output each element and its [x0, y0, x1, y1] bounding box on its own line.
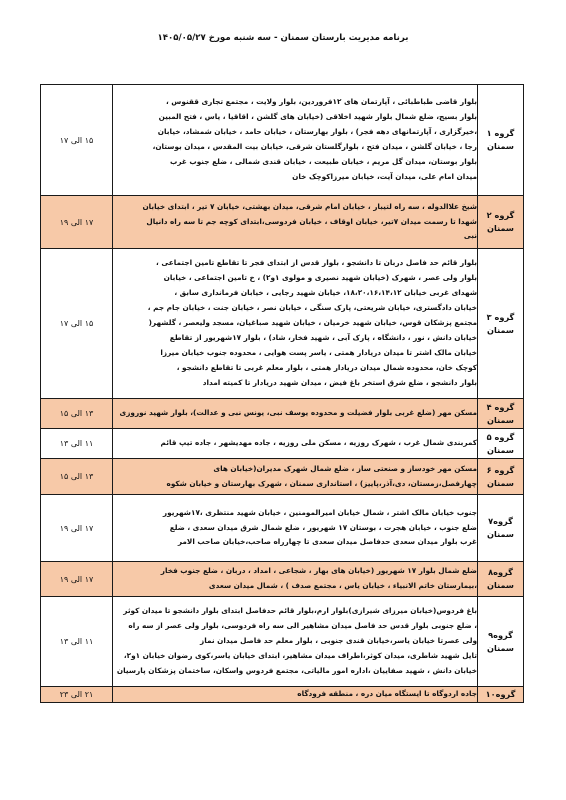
time-cell: ۱۷ الی ۱۹ — [41, 562, 113, 597]
group-name: گروه ۴ — [486, 401, 515, 412]
group-name: گروه۸ — [488, 567, 513, 577]
area-cell — [113, 429, 478, 459]
area-line: بلوار بسیج، ضلع شمال بلوار شهید اخلاقی (خیابان های گلشن ، اقاقیا ، یاس ، فتح المبین — [158, 112, 477, 122]
time-cell: ۱۳ الی ۱۵ — [41, 459, 113, 495]
area-cell — [113, 196, 478, 249]
area-line: ،بیمارستان خاتم الانبیاء ، خیابان یاس ، مجتمع صدف ) ، شمال میدان سعدی — [208, 581, 477, 590]
area-line: شهدای غربی خیابان ۱۸،۲۰،۱۶،۱۴،۱۲، خیابان شهید رجایی ، خیابان فرمانداری سابق ، — [174, 288, 477, 298]
schedule-table — [40, 84, 524, 703]
group-name: گروه ۳ — [486, 311, 515, 322]
area-line: نبی — [463, 231, 477, 241]
group-cell — [478, 399, 524, 429]
table-row — [41, 597, 524, 687]
table-row — [41, 562, 524, 597]
area-line: شیخ علاالدوله ، سه راه لتیبار ، خیابان امام شرقی، میدان بهشتی، خیابان ۷ تیر ، ابتدای خیابان — [142, 201, 477, 211]
area-line: کوچک خان، محدوده شمال میدان دریادار همتی ، بلوار معلم غربی تا تقاطع دانشجو ، — [176, 362, 477, 372]
area-cell — [113, 495, 478, 562]
area-line: ، ضلع جنوبی بلوار قدس حد فاصل میدان مشاهیر الی سه راه فردوسی، بلوار ولی عصر از سه راه — [128, 621, 477, 631]
group-cell — [478, 429, 524, 459]
group-city: سمنان — [487, 642, 514, 653]
group-cell — [478, 249, 524, 399]
group-name: گروه ۶ — [486, 464, 515, 475]
group-name: گروه۹ — [488, 629, 513, 640]
time-cell: ۱۷ الی ۱۹ — [41, 495, 113, 562]
area-line: بلوار قاضی طباطبائی ، آپارتمان های ۱۲فروردین، بلوار ولایت ، مجتمع تجاری ققنوس ، — [165, 97, 477, 107]
group-city: سمنان — [487, 477, 514, 488]
group-name: گروه ۱ — [486, 128, 515, 138]
group-city: سمنان — [487, 529, 514, 539]
area-line: بلوار قائم حد فاصل دربان تا دانشجو ، بلوار قدس از ابتدای فجر تا تقاطع تامین اجتماعی ، — [156, 258, 477, 268]
group-name: گروه۱۰ — [485, 689, 516, 699]
area-line: بلوار ولی عصر ، شهرک (خیابان شهید نصیری و مولوی ۱و۲) ، خ تامین اجتماعی ، خیابان — [163, 273, 477, 283]
schedule-rows — [41, 85, 524, 703]
group-city: سمنان — [487, 414, 514, 425]
area-line: شهدا تا رسمت میدان ۷تیر، خیابان اوقاف ، خیابان فردوسی،ابتدای کوچه جم تا سه راه دانیال — [146, 216, 477, 226]
table-row — [41, 399, 524, 429]
group-city: سمنان — [487, 444, 514, 455]
group-name: گروه ۲ — [486, 210, 515, 220]
group-city: سمنان — [487, 580, 514, 590]
area-line: جنوب خیابان مالک اشتر ، شمال خیابان امیرالمومنین ، خیابان شهید منتظری ،۱۷شهریور — [162, 507, 477, 517]
area-line: بلوار دانشجو ، ضلع شرق استخر باغ فیض ، میدان شهید دریادار تا کمیته امداد — [202, 377, 477, 387]
time-cell: ۱۳ الی ۱۵ — [41, 399, 113, 429]
area-line: مسکن مهر (ضلع غربی بلوار فضیلت و محدوده یوسف نبی، یونس نبی و عدالت)، بلوار شهید نوروزی — [119, 408, 477, 418]
time-cell: ۲۱ الی ۲۳ — [41, 687, 113, 703]
table-row — [41, 495, 524, 562]
group-name: گروه۷ — [488, 516, 513, 526]
area-line: مجتمع پزشکان قوس، خیابان شهید خرمیان ، خیابان شهید صباغیان، مسجد ولیعصر ، گلشهر( — [148, 318, 477, 328]
area-line: تایل شهید شاطری، میدان کوثر،اطراف میدان مشاهیر، ابتدای خیابان یاسر،کوی رضوان خیابان ۱و۲، — [123, 650, 477, 660]
area-line: ضلع جنوب ، خیابان هجرت ، بوستان ۱۷ شهریور ، ضلع شمال شرق میدان سعدی ، ضلع — [169, 522, 477, 532]
group-name: گروه ۵ — [486, 431, 515, 442]
area-cell — [113, 459, 478, 495]
time-cell: ۱۵ الی ۱۷ — [41, 249, 113, 399]
group-cell — [478, 459, 524, 495]
area-line: خیابان دانش ، نور ، دانشگاه ، پارک آبی ، شهید فخار، شاد) ، بلوار ۱۷شهریور از تقاطع — [169, 332, 477, 342]
area-line: غرب بلوار میدان سعدی حدفاصل میدان سعدی تا چهارراه صاحب،خیابان صاحب الامر — [177, 537, 477, 547]
group-cell — [478, 687, 524, 703]
area-cell — [113, 249, 478, 399]
table-row — [41, 429, 524, 459]
time-cell: ۱۵ الی ۱۷ — [41, 85, 113, 196]
table-row — [41, 196, 524, 249]
area-line: خیابان دانش ، شهید صفاییان ،اداره امور مالیاتی، مجتمع فردوس واسکان، ساختمان پزشکان پارسیان — [116, 665, 477, 675]
area-line: خیابان مالک اشتر تا میدان دریادار همتی ، یاسر پست هوایی ، محدوده جنوب خیابان میرزا — [160, 347, 477, 357]
area-line: رجا ، خیابان گلشن ، میدان فتح ، بلوارگلستان شرقی، خیابان بیت المقدس ، میدان بوستان، — [152, 142, 477, 151]
time-cell: ۱۷ الی ۱۹ — [41, 196, 113, 249]
page-title: برنامه مدیریت بارستان سمنان - سه شنبه مورخ ۱۴۰۵/۰۵/۲۷ — [157, 33, 409, 43]
group-cell — [478, 597, 524, 687]
area-line: ،خیرگزاری ، آپارتمانهای دهه فجر) ، بلوار بهارستان ، خیابان حامد ، خیابان شمشاد، خیابان — [157, 127, 477, 137]
area-line: میدان امام علی، میدان آیت، خیابان میرزاکوچک خان — [292, 171, 477, 181]
group-city: سمنان — [487, 141, 514, 151]
area-line: جاده اردوگاه تا ایستگاه میان دره ، منطقه فرودگاه — [297, 689, 477, 699]
area-line: بلوار بوستان، میدان گل مریم ، خیابان طبیعت ، خیابان قندی شمالی ، ضلع جنوب غرب — [170, 156, 477, 166]
table-row — [41, 85, 524, 196]
table-row — [41, 687, 524, 703]
group-cell — [478, 495, 524, 562]
area-line: خیابان دادگستری، خیابان شریعتی، پارک سنگی ، خیابان نصر ، خیابان جنت ، خیابان جام جم ، — [147, 303, 477, 313]
time-cell: ۱۱ الی ۱۳ — [41, 429, 113, 459]
group-cell — [478, 562, 524, 597]
area-line: ضلع شمال بلوار ۱۷ شهریور (خیابان های بهار ، شجاعی ، امداد ، دربان ، ضلع جنوب فخار — [160, 566, 477, 576]
area-cell — [113, 562, 478, 597]
group-city: سمنان — [487, 324, 514, 335]
area-cell — [113, 687, 478, 703]
area-cell — [113, 85, 478, 196]
area-line: کمربندی شمال غرب ، شهرک روزیه ، مسکن ملی روزیه ، جاده مهدیشهر ، جاده تیپ قائم — [160, 438, 477, 448]
area-cell — [113, 597, 478, 687]
area-cell — [113, 399, 478, 429]
table-row — [41, 249, 524, 399]
group-cell — [478, 85, 524, 196]
area-line: مسکن مهر خودساز و صنعتی ساز ، ضلع شمال شهرک مدیران(خیابان های — [213, 463, 477, 473]
area-line: ولی عصرتا خیابان یاسر،خیابان قندی جنوبی ، بلوار معلم حد فاصل میدان نماز — [200, 636, 477, 646]
time-cell: ۱۱ الی ۱۳ — [41, 597, 113, 687]
table-row — [41, 459, 524, 495]
group-city: سمنان — [487, 223, 514, 233]
area-line: باغ فردوس(خیابان میرزای شیرازی)بلوار ارم،بلوار قائم حدفاصل ابتدای بلوار دانشجو تا میدان کوثر — [123, 606, 477, 616]
group-cell — [478, 196, 524, 249]
area-line: چهارفصل،زمستان، دی،آذر،پاییز) ، استانداری سمنان ، شهرک بهارستان و خیابان شکوه — [166, 478, 477, 488]
